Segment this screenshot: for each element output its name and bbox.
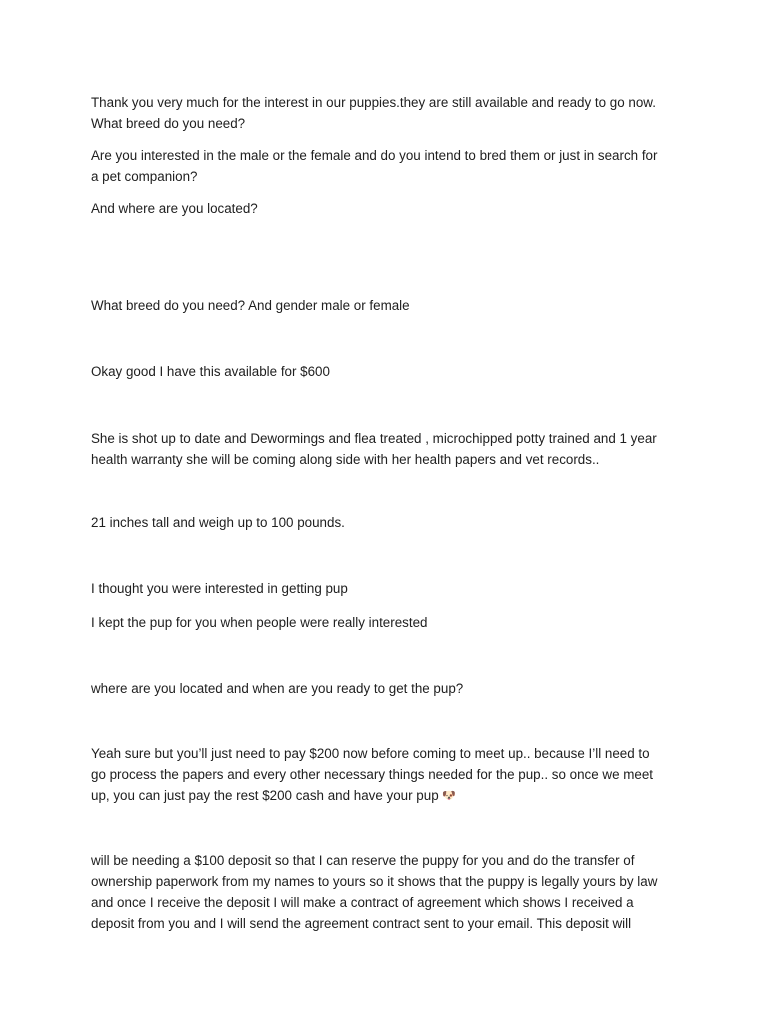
paragraph-interest: [91, 578, 691, 599]
text-line: and once I receive the deposit I will make a contract of agreement which shows I received a: [91, 895, 634, 910]
text-line: health warranty she will be coming along side with her health papers and vet records..: [91, 452, 600, 467]
paragraph-location-question: [91, 198, 691, 219]
text-line: go process the papers and every other necessary things needed for the pup.. so once we meet: [91, 767, 654, 782]
text-line: And where are you located?: [91, 201, 258, 216]
paragraph-payment: [91, 743, 691, 807]
paragraph-thank-you: [91, 92, 691, 134]
paragraph-deposit: [91, 850, 691, 934]
text-line: What breed do you need? And gender male or female: [91, 298, 410, 313]
dog-face-icon: 🐶: [442, 790, 457, 802]
text-line: a pet companion?: [91, 169, 198, 184]
text-line: I kept the pup for you when people were really interested: [91, 615, 428, 630]
text-line: 21 inches tall and weigh up to 100 pounds.: [91, 515, 345, 530]
paragraph-breed-gender: [91, 295, 691, 316]
paragraph-when-ready: [91, 678, 691, 699]
paragraph-size: [91, 512, 691, 533]
text-line: deposit from you and I will send the agreement contract sent to your email. This deposit will: [91, 916, 632, 931]
paragraph-kept-pup: [91, 612, 691, 633]
text-line: I thought you were interested in getting pup: [91, 581, 348, 596]
paragraph-health-details: [91, 428, 691, 470]
text-line: Okay good I have this available for $600: [91, 364, 330, 379]
text-line: ownership paperwork from my names to yours so it shows that the puppy is legally yours by law: [91, 874, 658, 889]
text-line-with-emoji: [91, 785, 691, 807]
text-line: will be needing a $100 deposit so that I can reserve the puppy for you and do the transfer of: [91, 853, 635, 868]
paragraph-male-or-female: [91, 145, 691, 187]
text-line: She is shot up to date and Dewormings and flea treated , microchipped potty trained and 1 year: [91, 431, 657, 446]
text-line: Yeah sure but you’ll just need to pay $200 now before coming to meet up.. because I’ll need to: [91, 746, 650, 761]
text-line: up, you can just pay the rest $200 cash and have your pup: [91, 788, 439, 803]
text-line: What breed do you need?: [91, 116, 246, 131]
text-line: Thank you very much for the interest in our puppies.they are still available and ready to go now.: [91, 95, 656, 110]
paragraph-price: [91, 361, 691, 382]
text-line: Are you interested in the male or the female and do you intend to bred them or just in search for: [91, 148, 658, 163]
text-line: where are you located and when are you ready to get the pup?: [91, 681, 464, 696]
